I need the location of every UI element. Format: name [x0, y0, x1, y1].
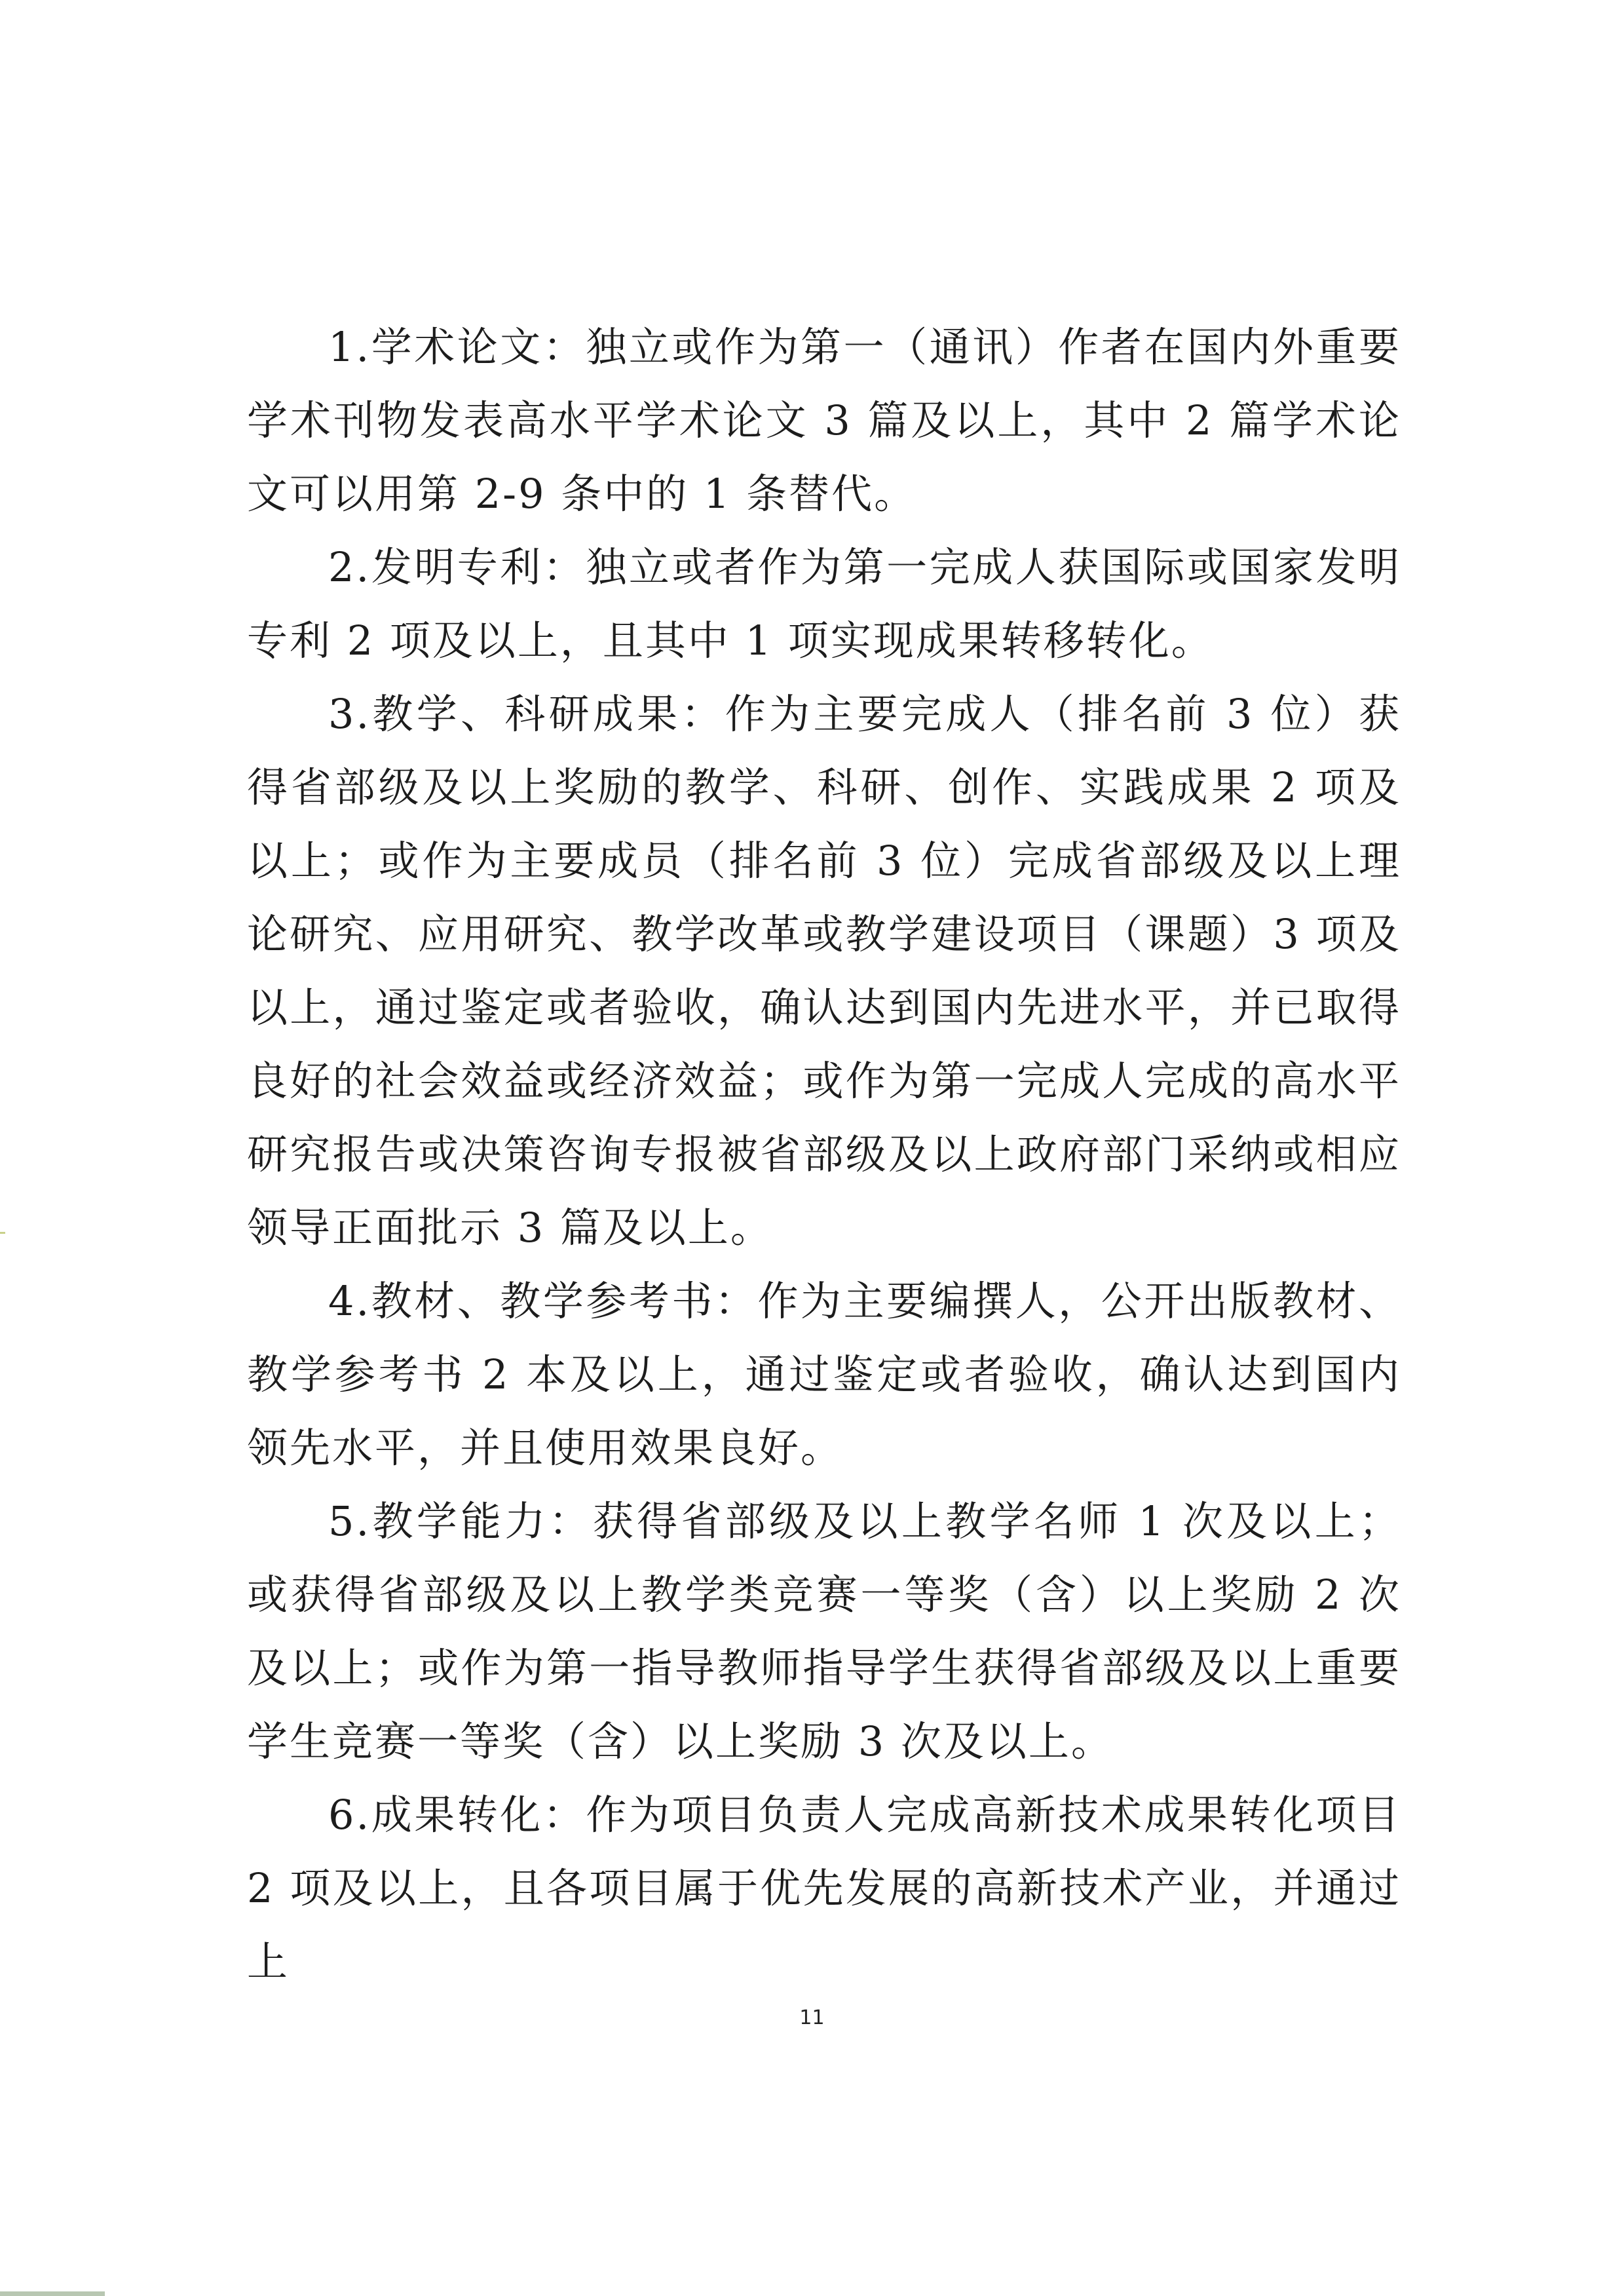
- paragraph-academic-papers: 1.学术论文：独立或作为第一（通讯）作者在国内外重要学术刊物发表高水平学术论文 3 篇及以上，其中 2 篇学术论文可以用第 2-9 条中的 1 条替代。: [247, 323, 1401, 518]
- page-number: 11: [799, 2006, 825, 2029]
- scan-artifact-left: [0, 1232, 5, 1234]
- document-body: [247, 311, 1401, 1999]
- scan-artifact-bottom: [0, 2291, 105, 2296]
- paragraph-achievement-transfer: 6.成果转化：作为项目负责人完成高新技术成果转化项目 2 项及以上，且各项目属于优先发展的高新技术产业，并通过上: [247, 1791, 1401, 1985]
- paragraph-teaching-research-achievements: 3.教学、科研成果：作为主要完成人（排名前 3 位）获得省部级及以上奖励的教学、科研、创作、实践成果 2 项及以上；或作为主要成员（排名前 3 位）完成省部级及以上理论研究、应用研究、教学改革或教学建设项目（课题）3 项及以上，通过鉴定或者验收，确认达到国内先进水平，并已取得良好的社会效益或经济效益；或作为第一完成人完成的高水平研究报告或决策咨询专报被省部级及以上政府部门采纳或相应领导正面批示 3 篇及以上。: [247, 690, 1401, 1252]
- paragraph-teaching-ability: 5.教学能力：获得省部级及以上教学名师 1 次及以上；或获得省部级及以上教学类竞赛一等奖（含）以上奖励 2 次及以上；或作为第一指导教师指导学生获得省部级及以上重要学生竞赛一等奖（含）以上奖励 3 次及以上。: [247, 1497, 1401, 1765]
- paragraph-invention-patents: 2.发明专利：独立或者作为第一完成人获国际或国家发明专利 2 项及以上，且其中 1 项实现成果转移转化。: [247, 543, 1401, 664]
- paragraph-textbooks: 4.教材、教学参考书：作为主要编撰人，公开出版教材、教学参考书 2 本及以上，通过鉴定或者验收，确认达到国内领先水平，并且使用效果良好。: [247, 1277, 1401, 1472]
